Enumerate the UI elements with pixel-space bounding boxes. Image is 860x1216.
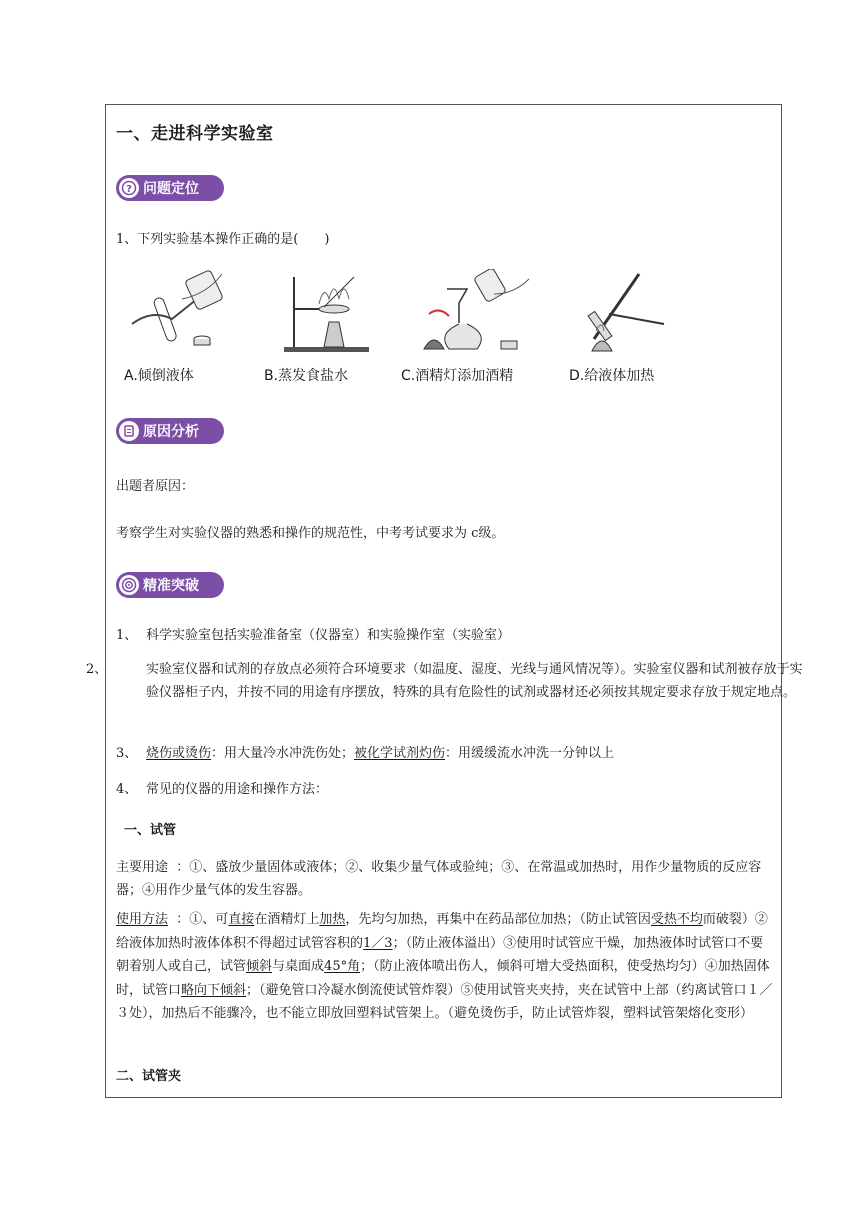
clamp-heading: 二、试管夹 [116, 1069, 182, 1084]
tube-heading: 一、试管 [124, 823, 177, 838]
caption-b: B.蒸发食盐水 [264, 368, 349, 384]
point-3: 3、 烧伤或烫伤：用大量冷水冲洗伤处；被化学试剂灼伤：用缓缓流水冲洗一分钟以上 [116, 746, 615, 761]
target-icon [119, 575, 139, 595]
badge-label: 问题定位 [143, 181, 199, 197]
alcohol-lamp-refill-illustration [419, 269, 539, 359]
reason-label: 出题者原因： [116, 479, 195, 494]
section-title: 一、走进科学实验室 [116, 124, 274, 144]
caption-a: A.倾倒液体 [124, 368, 194, 384]
badge-problem [116, 175, 224, 201]
content-frame [86, 104, 803, 1098]
apparatus-figure [114, 269, 684, 389]
question-icon [119, 178, 139, 198]
tube-usage: 主要用途 ：①、盛放少量固体或液体；②、收集少量气体或验纯；③、在常温或加热时，用作少量物质的反应容器；④用作少量气体的发生容器。 [116, 860, 762, 898]
reason-text: 考察学生对实验仪器的熟悉和操作的规范性，中考考试要求为 c级。 [116, 526, 505, 541]
badge-reason [116, 418, 224, 444]
question-text: 1、下列实验基本操作正确的是( ) [116, 232, 330, 247]
badge-label: 精准突破 [143, 578, 199, 594]
caption-d: D.给液体加热 [569, 368, 655, 384]
pour-liquid-illustration [122, 269, 232, 359]
point-4: 4、 常见的仪器的用途和操作方法： [116, 782, 329, 797]
caption-c: C.酒精灯添加酒精 [401, 368, 514, 384]
point-1: 1、 科学实验室包括实验准备室（仪器室）和实验操作室（实验室） [116, 628, 511, 643]
badge-label: 原因分析 [143, 424, 199, 440]
badge-breakthrough [116, 572, 224, 598]
svg-text:?: ? [126, 184, 132, 195]
heat-liquid-illustration [574, 269, 684, 359]
point-2: 2、 实验室仪器和试剂的存放点必须符合环境要求（如温度、湿度、光线与通风情况等）。实验室仪器和试剂被存放于实验仪器柜子内，并按不同的用途有序摆放，特殊的具有危险性的试剂或器材还必须按其规定要求存放于规定地点。 [86, 662, 803, 700]
document-icon [119, 421, 139, 441]
tube-method: 使用方法 ：①、可直接在酒精灯上加热，先均匀加热，再集中在药品部位加热；（防止试管因受热不均而破裂）②给液体加热时液体体积不得超过试管容积的1／3；（防止液体溢出）③使用时试管应干燥，加热液体时试管口不要朝着别人或自己，试管倾斜与桌面成45°角；（防止液体喷出伤人，倾斜可增大受热面积，使受热均匀）④加热固体时，试管口略向下倾斜；（避免管口冷凝水倒流使试管炸裂）⑤使用试管夹夹持，夹在试管中上部（约离试管口１／３处），加热后不能骤冷，也不能立即放回塑料试管架上。（避免烫伤手，防止试管炸裂，塑料试管架熔化变形） [116, 912, 773, 1021]
evaporate-illustration [274, 269, 384, 359]
